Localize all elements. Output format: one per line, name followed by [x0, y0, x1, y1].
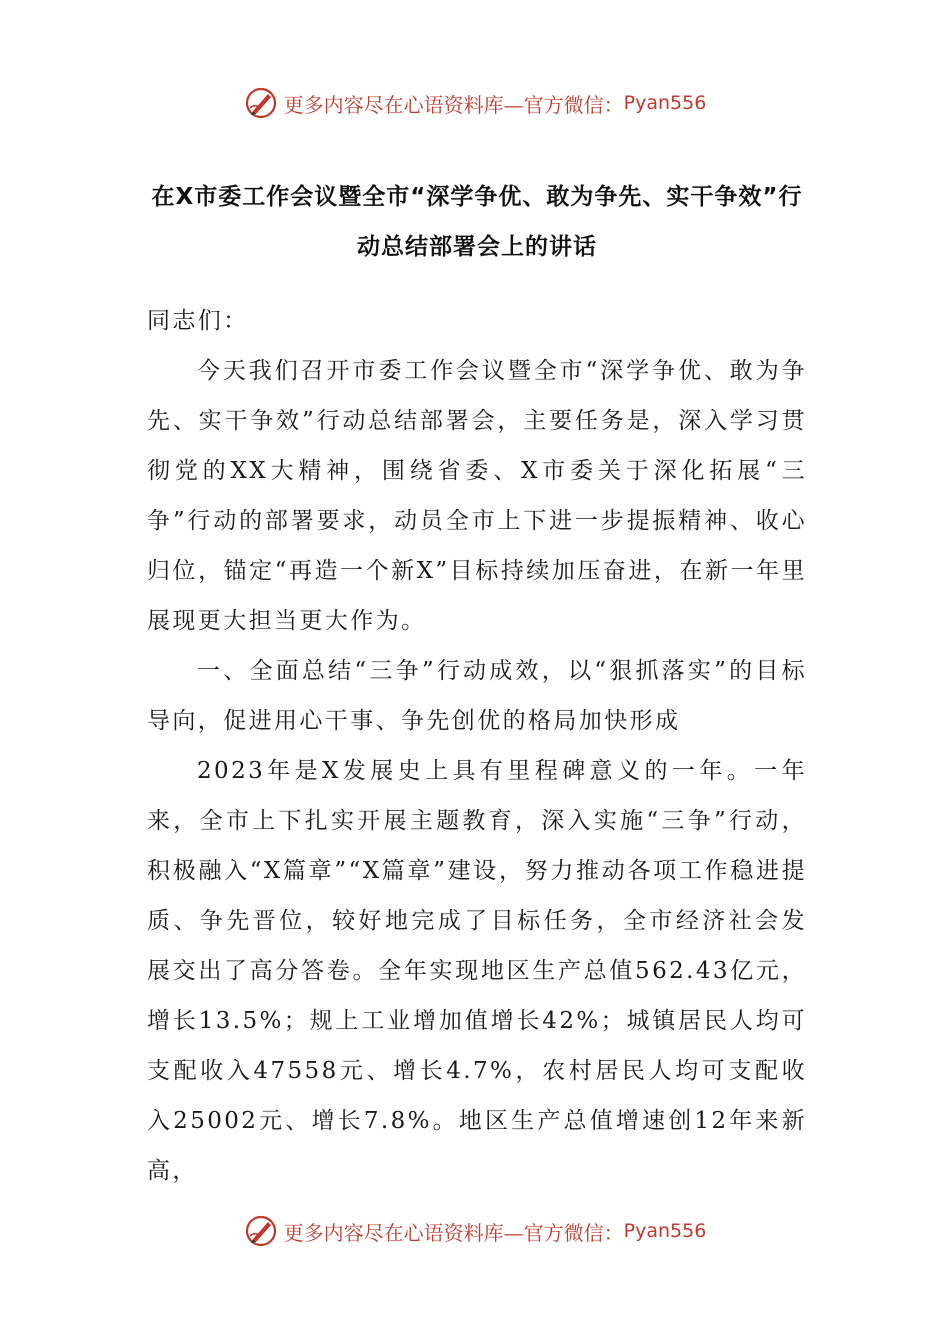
watermark-wechat-id: Pyan556 [623, 1220, 707, 1242]
section-heading-1: 一、全面总结“三争”行动成效，以“狠抓落实”的目标导向，促进用心干事、争先创优的格局加快形成 [147, 658, 807, 734]
watermark-text: 更多内容尽在心语资料库—官方微信： [283, 92, 624, 117]
pen-logo-icon [244, 86, 278, 120]
paragraph-intro: 今天我们召开市委工作会议暨全市“深学争优、敢为争先、实干争效”行动总结部署会，主要任务是，深入学习贯彻党的XX大精神，围绕省委、X市委关于深化拓展“三争”行动的部署要求，动员全市上下进一步提振精神、收心归位，锚定“再造一个新X”目标持续加压奋进，在新一年里展现更大担当更大作为。 [147, 358, 807, 634]
watermark-footer [0, 1211, 950, 1251]
document-body [147, 296, 807, 1196]
salutation: 同志们： [147, 308, 249, 334]
watermark-text: 更多内容尽在心语资料库—官方微信： [283, 1220, 624, 1245]
paragraph-achievements: 2023年是X发展史上具有里程碑意义的一年。一年来，全市上下扎实开展主题教育，深入实施“三争”行动，积极融入“X篇章”“X篇章”建设，努力推动各项工作稳进提质、争先晋位，较好地完成了目标任务，全市经济社会发展交出了高分答卷。全年实现地区生产总值562.43亿元，增长13.5%；规上工业增加值增长42%；城镇居民人均可支配收入47558元、增长4.7%，农村居民人均可支配收入25002元、增长7.8%。地区生产总值增速创12年来新高， [147, 758, 807, 1184]
pen-logo-icon [244, 1214, 278, 1248]
watermark-wechat-id: Pyan556 [623, 92, 707, 114]
watermark-header [0, 83, 950, 123]
document-title: 在X市委工作会议暨全市“深学争优、敢为争先、实干争效”行动总结部署会上的讲话 [151, 184, 803, 260]
